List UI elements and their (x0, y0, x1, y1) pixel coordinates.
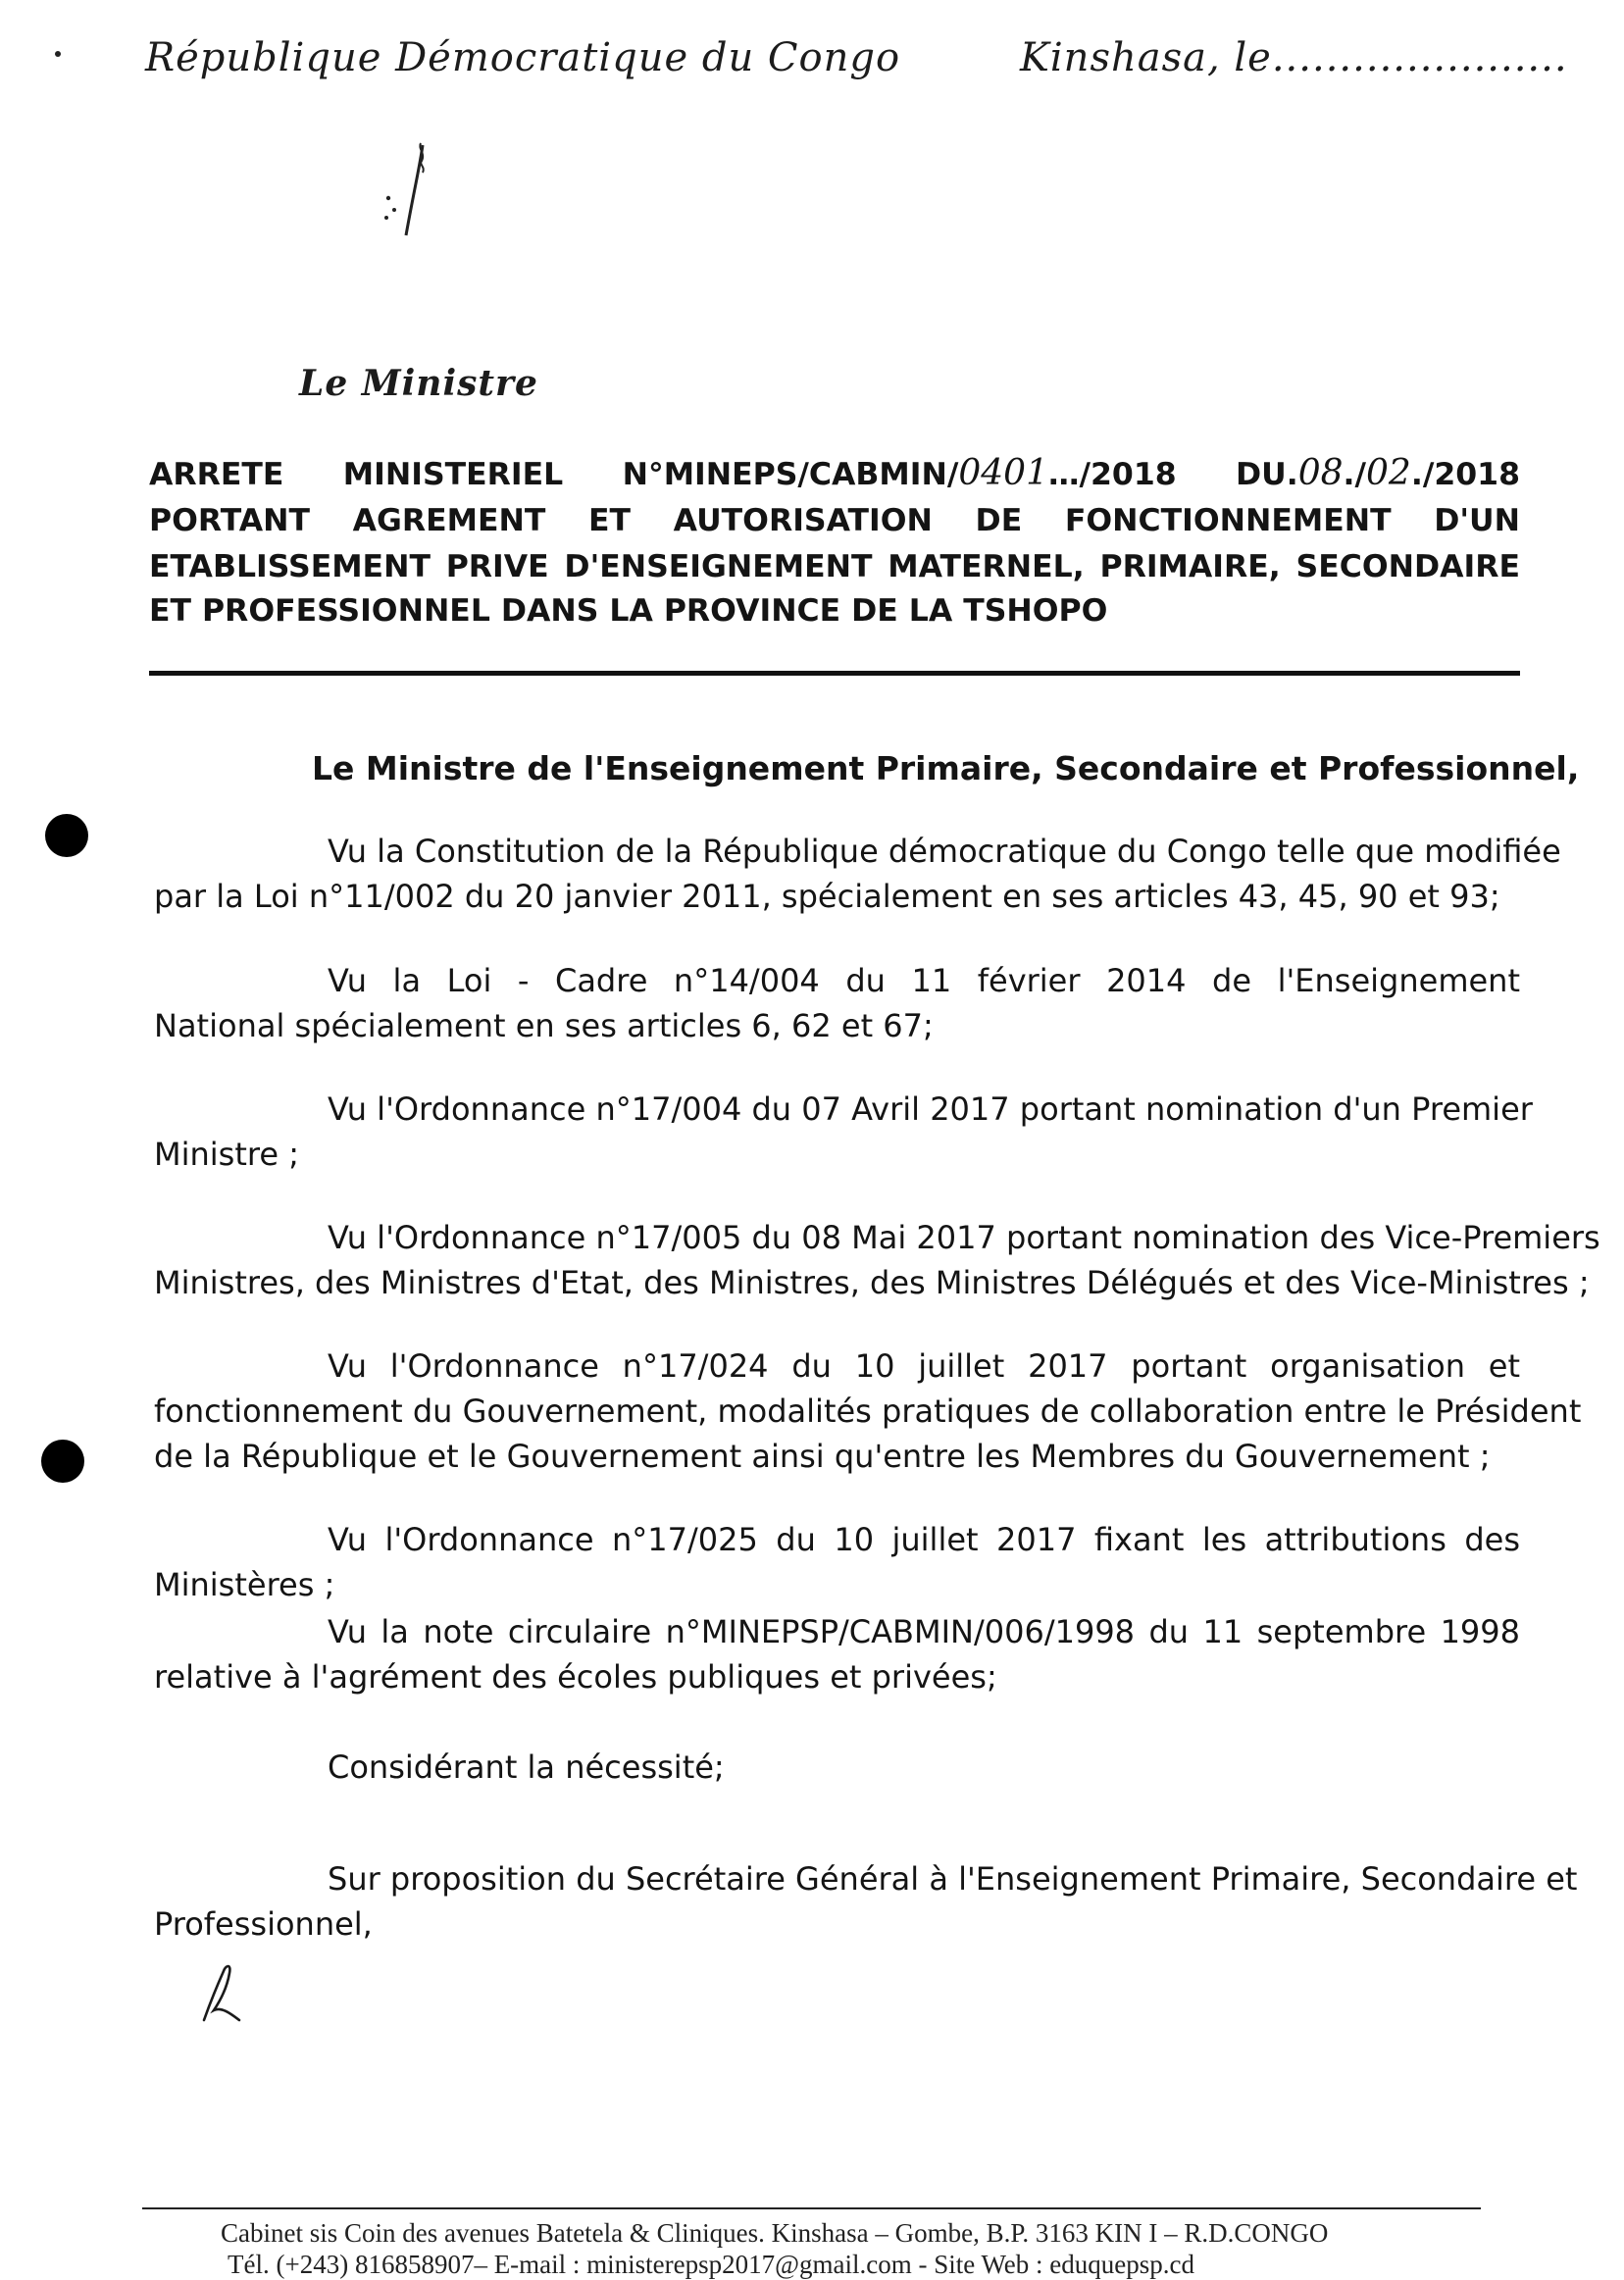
decree-title-line-1: ARRETE MINISTERIEL N°MINEPS/CABMIN/0401…/2018 DU.08./02./2018 (149, 453, 1520, 493)
title-divider (149, 671, 1520, 676)
footer-address: Cabinet sis Coin des avenues Batetela & Cliniques. Kinshasa – Gombe, B.P. 3163 KIN I – R.D.CONGO (221, 2218, 1329, 2248)
decree-month-handwritten: 02 (1366, 453, 1411, 493)
punch-hole (41, 1440, 84, 1483)
paragraph-constitution-line-1: Vu la Constitution de la République démocratique du Congo telle que modifiée (328, 833, 1561, 870)
decree-day-handwritten: 08 (1297, 453, 1344, 493)
paragraph-ordonnance-024-line-2: fonctionnement du Gouvernement, modalités pratiques de collaboration entre le Président (154, 1393, 1582, 1430)
decree-number-handwritten: 0401 (958, 453, 1048, 493)
paragraph-note-circulaire-line-2: relative à l'agrément des écoles publiques et privées; (154, 1658, 997, 1696)
corner-mark (55, 51, 61, 57)
minister-heading: Le Ministre (299, 363, 538, 404)
decree-title-line-4: ET PROFESSIONNEL DANS LA PROVINCE DE LA TSHOPO (149, 593, 1108, 629)
paragraph-ordonnance-025-line-1: Vu l'Ordonnance n°17/025 du 10 juillet 2017 fixant les attributions des (328, 1521, 1520, 1558)
paragraph-loi-cadre-line-1: Vu la Loi - Cadre n°14/004 du 11 février 2014 de l'Enseignement (328, 962, 1520, 999)
paragraph-ordonnance-004-line-1: Vu l'Ordonnance n°17/004 du 07 Avril 2017 portant nomination d'un Premier (328, 1090, 1533, 1128)
letterhead-place-date: Kinshasa, le...................... (1020, 35, 1568, 80)
paragraph-ordonnance-005-line-1: Vu l'Ordonnance n°17/005 du 08 Mai 2017 portant nomination des Vice-Premiers (328, 1219, 1600, 1256)
paragraph-constitution-line-2: par la Loi n°11/002 du 20 janvier 2011, spécialement en ses articles 43, 45, 90 et 93; (154, 878, 1500, 915)
paragraph-ordonnance-024-line-3: de la République et le Gouvernement ainsi qu'entre les Membres du Gouvernement ; (154, 1438, 1491, 1475)
handwritten-initial-bottom (196, 1959, 255, 2028)
body-heading: Le Ministre de l'Enseignement Primaire, Secondaire et Professionnel, (312, 749, 1580, 787)
punch-hole (45, 814, 88, 857)
paragraph-ordonnance-005-line-2: Ministres, des Ministres d'Etat, des Ministres, des Ministres Délégués et des Vice-Ministres ; (154, 1264, 1590, 1301)
paragraph-ordonnance-024-line-1: Vu l'Ordonnance n°17/024 du 10 juillet 2017 portant organisation et (328, 1347, 1520, 1385)
decree-title-line-2: PORTANT AGREMENT ET AUTORISATION DE FONCTIONNEMENT D'UN (149, 503, 1520, 538)
letterhead-republic: République Démocratique du Congo (145, 35, 901, 80)
footer-divider (142, 2207, 1481, 2209)
footer-contact: Tél. (+243) 816858907– E-mail : ministerepsp2017@gmail.com - Site Web : eduquepsp.cd (228, 2250, 1195, 2279)
paragraph-ordonnance-025-line-2: Ministères ; (154, 1566, 335, 1603)
handwritten-initial-top (369, 137, 447, 245)
paragraph-note-circulaire-line-1: Vu la note circulaire n°MINEPSP/CABMIN/006/1998 du 11 septembre 1998 (328, 1613, 1520, 1650)
paragraph-loi-cadre-line-2: National spécialement en ses articles 6, 62 et 67; (154, 1007, 934, 1044)
paragraph-proposition-line-1: Sur proposition du Secrétaire Général à l'Enseignement Primaire, Secondaire et (328, 1860, 1578, 1898)
paragraph-ordonnance-004-line-2: Ministre ; (154, 1136, 299, 1173)
decree-title-line-3: ETABLISSEMENT PRIVE D'ENSEIGNEMENT MATERNEL, PRIMAIRE, SECONDAIRE (149, 549, 1520, 584)
paragraph-proposition-line-2: Professionnel, (154, 1905, 373, 1943)
paragraph-considerant: Considérant la nécessité; (328, 1748, 725, 1786)
